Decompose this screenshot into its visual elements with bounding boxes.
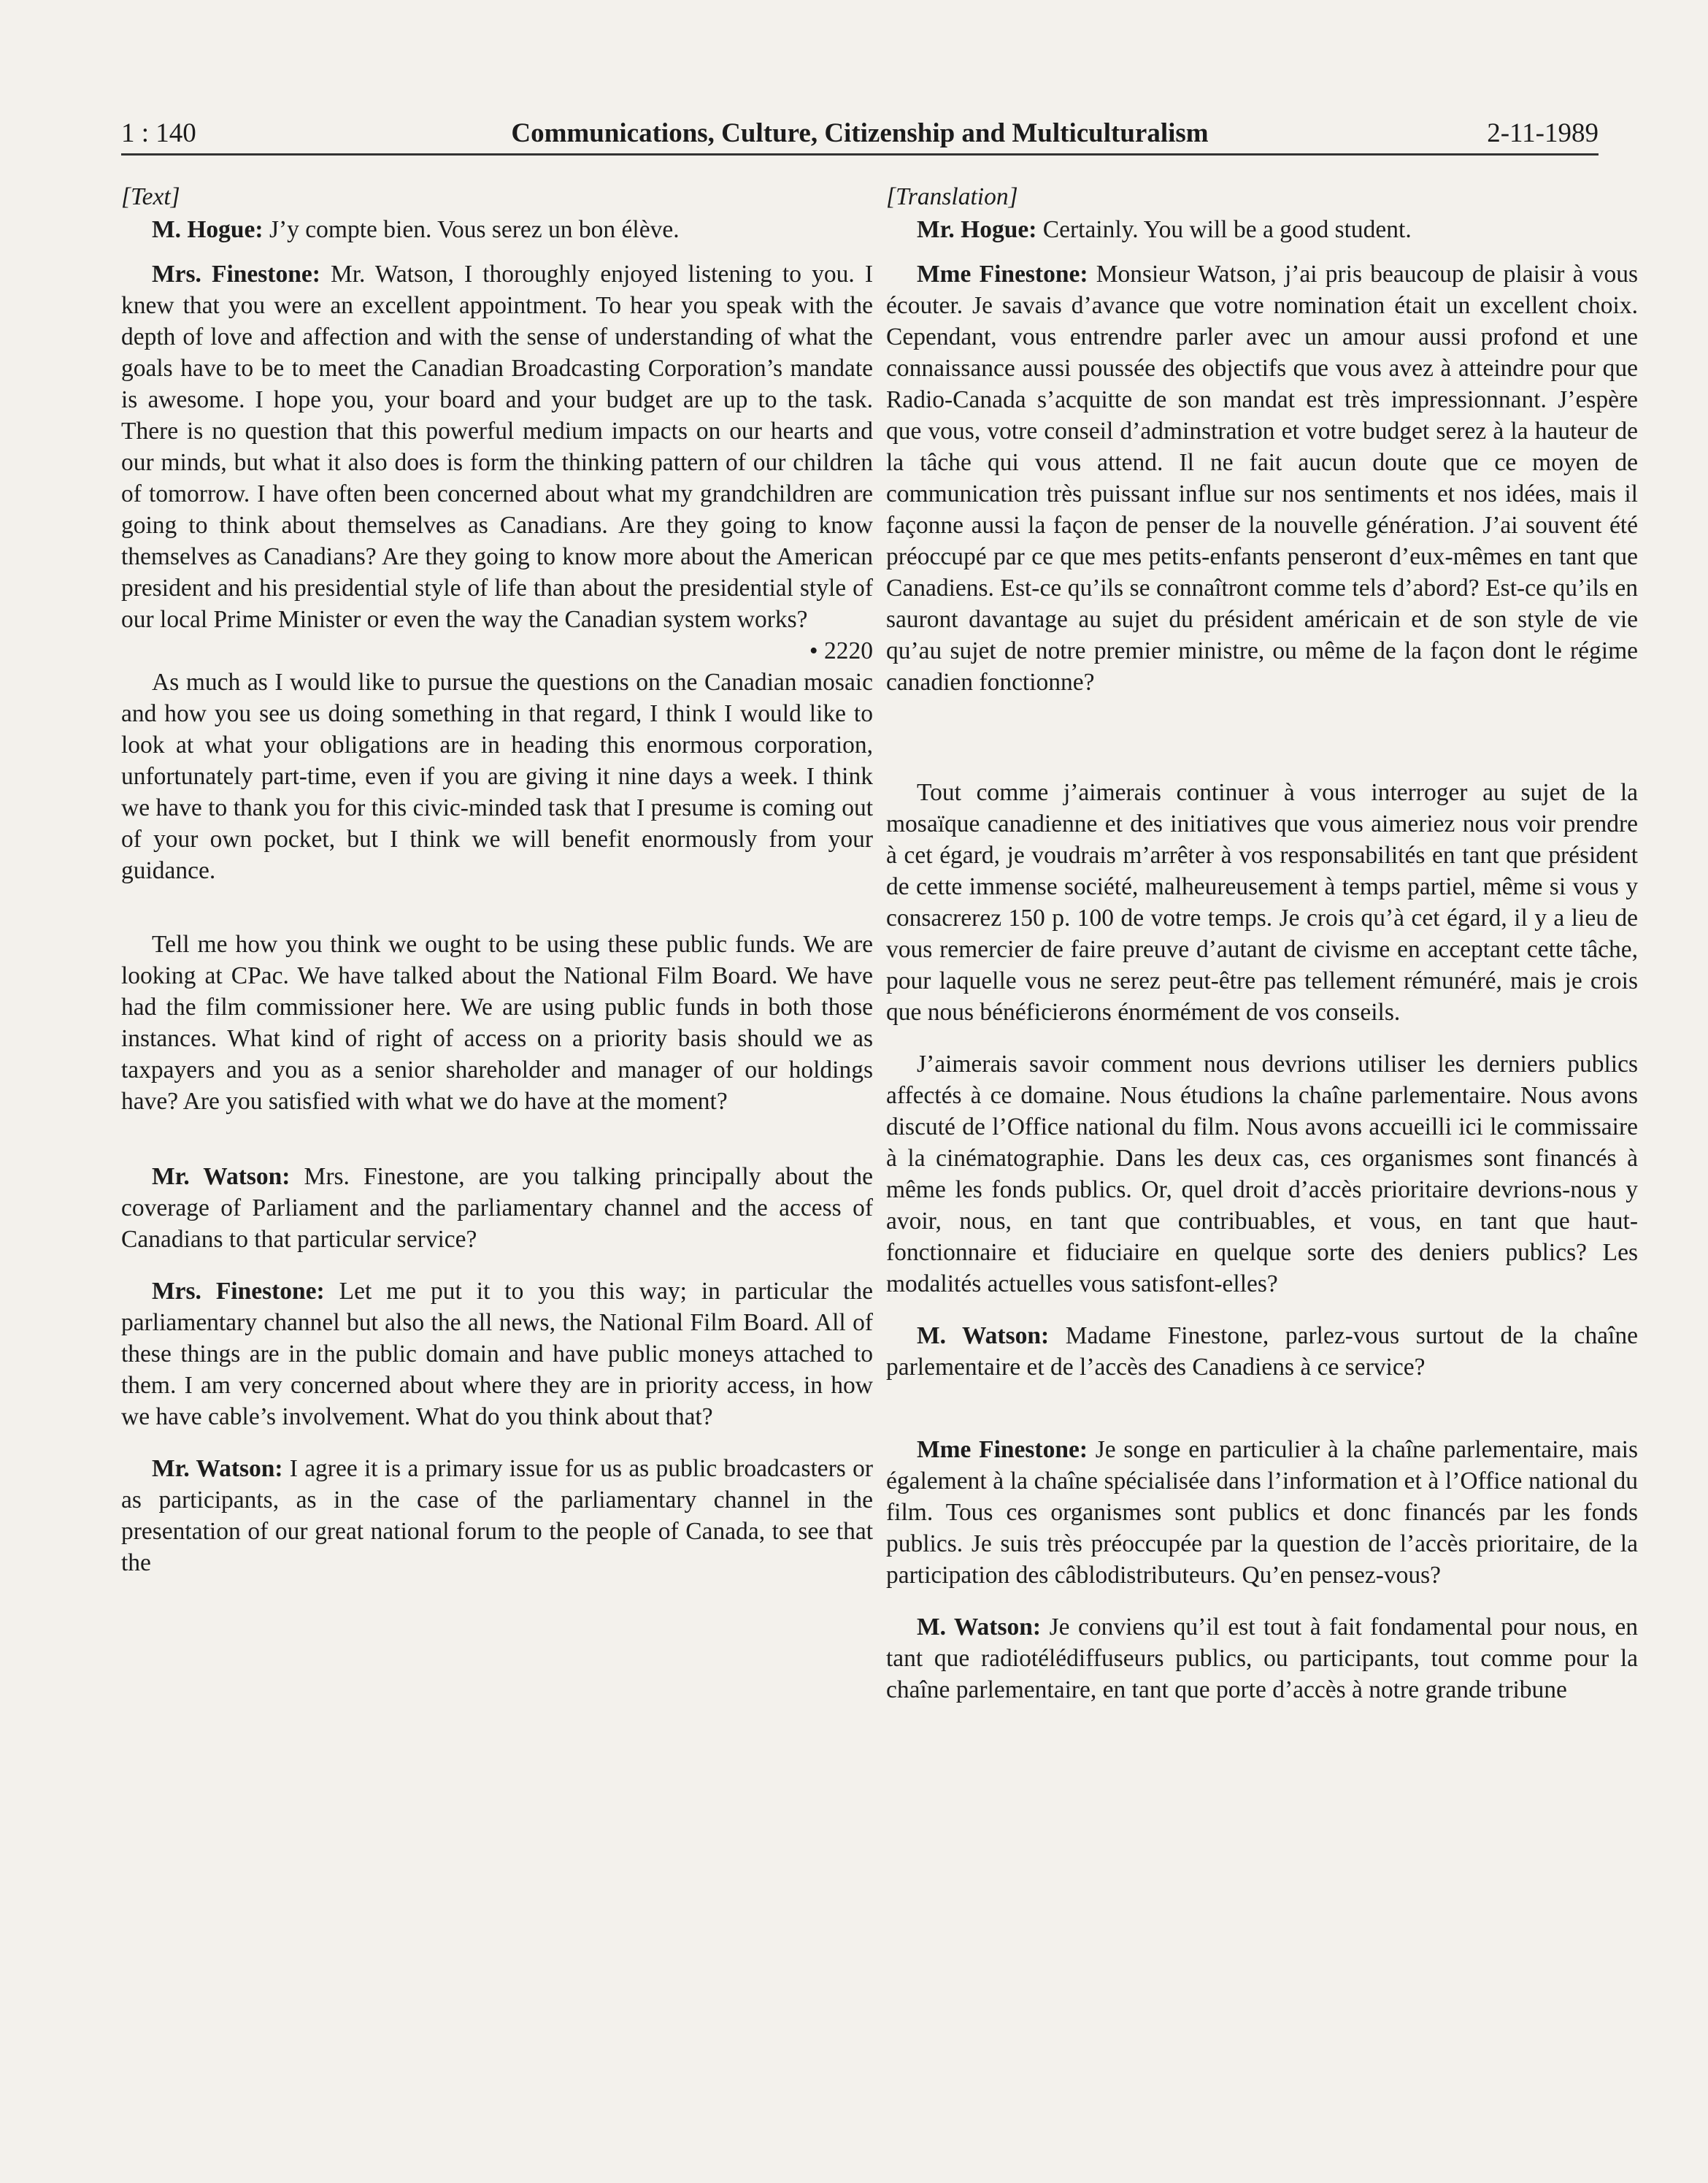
speech-text: Let me put it to you this way; in particular the parliamentary channel but also the all news, the National Film Board. All of these things are in the public domain and have public moneys attached to them. I am very concerned about where they are in priority access, in how we have cable’s involvement. What do you think about that?: [121, 1278, 873, 1430]
page-date: 2-11-1989: [1487, 118, 1599, 148]
speaker-name: M. Watson:: [917, 1614, 1042, 1641]
page-number: 1 : 140: [121, 118, 196, 148]
paragraph: [121, 258, 873, 635]
speech-text: Mr. Watson, I thoroughly enjoyed listening to you. I knew that you were an excellent appointment. To hear you speak with the depth of love and affection and with the sense of understanding of what the goals have to be to meet the Canadian Broadcasting Corporation’s mandate is awesome. I hope you, your board and your budget are up to the task. There is no question that this powerful medium impacts on our hearts and our minds, but what it also does is form the thinking pattern of our children of tomorrow. I have often been concerned about what my grandchildren are going to think about themselves as Canadians. Are they going to know themselves as Canadians? Are they going to know more about the American president and his presidential style of life than about the presidential style of our local Prime Minister or even the way the Canadian system works?: [121, 261, 873, 633]
speech-text: Je conviens qu’il est tout à fait fondamental pour nous, en tant que radiotélédiffuseurs publics, ou participants, tout comme pour la chaîne parlementaire, en tant que porte d’accès à notre grande tribune: [886, 1614, 1638, 1703]
paragraph: As much as I would like to pursue the questions on the Canadian mosaic and how you see us doing something in that regard, I think I would like to look at what your obligations are in heading this enormous corporation, unfortunately part-time, even if you are giving it nine days a week. I think we have to thank you for this civic-minded task that I presume is coming out of your own pocket, but I think we will benefit enormously from your guidance.: [121, 669, 873, 884]
paragraph: J’aimerais savoir comment nous devrions utiliser les derniers publics affectés à ce domaine. Nous étudions la chaîne parlementaire. Nous avons discuté de l’Office national du film. Nous avons accueilli ici le commissaire à la cinématographie. Dans les deux cas, ces organismes sont financés à même les fonds publics. Or, quel droit d’accès prioritaire devrions-nous y avoir, nous, en tant que contribuables, et vous, en tant que haut-fonctionnaire et fiduciaire en quelque sorte des deniers publics? Les modalités actuelles vous satisfont-elles?: [886, 1051, 1638, 1297]
paragraph: [886, 1320, 1638, 1383]
paragraph: [886, 258, 1638, 698]
speaker-name: Mrs. Finestone:: [152, 261, 320, 288]
speaker-name: Mr. Watson:: [152, 1163, 291, 1190]
speech-text: Je songe en particulier à la chaîne parlementaire, mais également à la chaîne spécialisée dans l’information et à l’Office national du film. Tous ces organismes sont publics et donc financés par les fonds publics. Je suis très préoccupée par la question de l’accès prioritaire, de la participation des câblodistributeurs. Qu’en pensez-vous?: [886, 1436, 1638, 1589]
paragraph: Tout comme j’aimerais continuer à vous interroger au sujet de la mosaïque canadienne et des initiatives que vous aimeriez nous voir prendre à cet égard, je voudrais m’arrêter à vos responsabilités en tant que président de cette immense société, malheureusement à temps partiel, même si vous y consacrerez 150 p. 100 de votre temps. Je crois qu’à cet égard, il y a lieu de vous remercier de faire preuve d’autant de civisme en acceptant cette tâche, pour laquelle vous ne serez peut-être pas tellement rémunéré, mais je crois que nous bénéficierons énormément de vos conseils.: [886, 779, 1638, 1026]
speaker-name: Mrs. Finestone:: [152, 1278, 325, 1305]
speaker-name: Mr. Watson:: [152, 1455, 283, 1482]
paragraph: [121, 1275, 873, 1432]
paragraph: [886, 1434, 1638, 1591]
speaker-name: Mme Finestone:: [917, 261, 1088, 288]
french-column: [886, 181, 1638, 2094]
speech-text: Mrs. Finestone, are you talking principally about the coverage of Parliament and the parliamentary channel and the access of Canadians to that particular service?: [121, 1163, 873, 1253]
paragraph: [121, 214, 873, 245]
speech-text: Madame Finestone, parlez-vous surtout de la chaîne parlementaire et de l’accès des Canadiens à ce service?: [886, 1322, 1638, 1381]
paragraph: [886, 1611, 1638, 1706]
speaker-name: M. Hogue:: [152, 216, 263, 243]
speech-text: I agree it is a primary issue for us as public broadcasters or as participants, as in the case of the parliamentary channel in the presentation of our great national forum to the people of Canada, to see that the: [121, 1455, 873, 1576]
page-header: [121, 110, 1599, 156]
speech-text: Certainly. You will be a good student.: [1036, 216, 1412, 243]
page-title: Communications, Culture, Citizenship and Multiculturalism: [511, 118, 1209, 148]
paragraph: [121, 1453, 873, 1578]
english-column: [121, 181, 873, 2094]
speaker-name: Mr. Hogue:: [917, 216, 1037, 243]
paragraph: Tell me how you think we ought to be using these public funds. We are looking at CPac. We have talked about the National Film Board. We have had the film commissioner here. We are using public funds in both those instances. What kind of right of access on a priority basis should we as taxpayers and you as a senior shareholder and manager of our holdings have? Are you satisfied with what we do have at the moment?: [121, 931, 873, 1115]
speech-text: Monsieur Watson, j’ai pris beaucoup de plaisir à vous écouter. Je savais d’avance que votre nomination était un excellent choix. Cependant, vous entrendre parler avec un amour aussi profond et une connaissance aussi poussée des objectifs que vous avez à atteindre pour que Radio-Canada s’acquitte de son mandat est très impressionnant. J’espère que vous, votre conseil d’adminstration et votre budget serez à la hauteur de la tâche qui vous attend. Il ne fait aucun doute que ce moyen de communication très puissant influe sur nos sentiments et nos idées, mais il façonne aussi la façon de penser de la nouvelle génération. J’ai souvent été préoccupé par ce que mes petits-enfants penseront d’eux-mêmes en tant que Canadiens. Est-ce qu’ils se connaîtront comme tels d’abord? Est-ce qu’ils en sauront davantage au sujet du président américain et de son style de vie qu’au sujet de notre premier ministre, ou même de la façon dont le régime canadien fonctionne?: [886, 261, 1638, 696]
timestamp: • 2220: [809, 637, 873, 664]
text-marker: [Text]: [121, 183, 180, 210]
paragraph: [886, 214, 1638, 245]
speaker-name: Mme Finestone:: [917, 1436, 1088, 1463]
speech-text: J’y compte bien. Vous serez un bon élève.: [263, 216, 680, 243]
speaker-name: M. Watson:: [917, 1322, 1050, 1349]
translation-marker: [Translation]: [886, 183, 1018, 210]
paragraph: [121, 1161, 873, 1255]
